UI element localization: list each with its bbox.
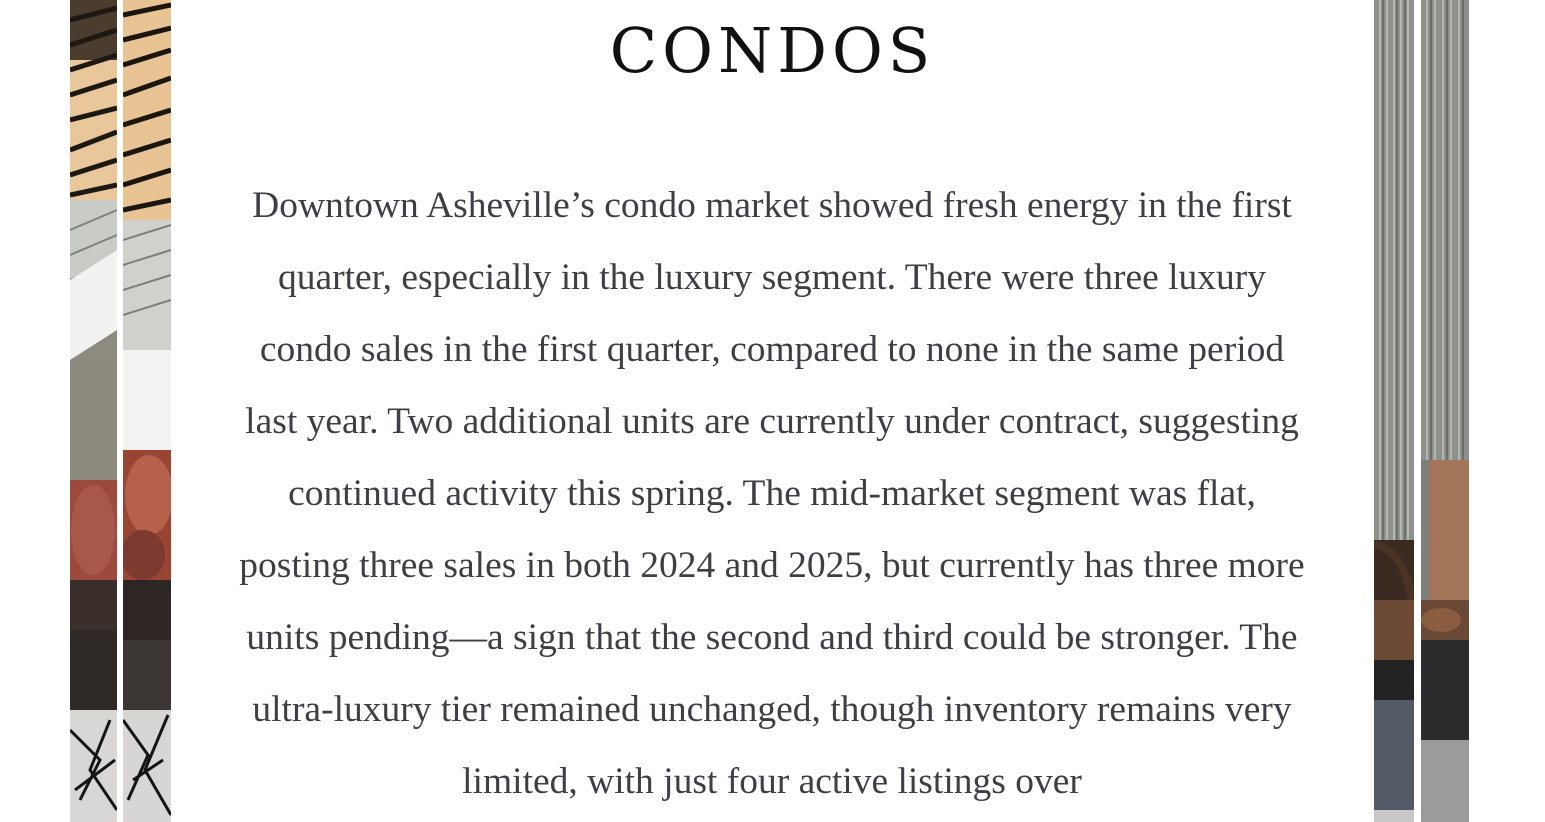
section-heading: CONDOS	[609, 14, 936, 87]
interior-photo-strip-left-2	[123, 0, 171, 822]
interior-photo-left-1	[70, 0, 117, 822]
section-paragraph: Downtown Asheville’s condo market showed fresh energy in the first quarter, especially in the luxury segment. There were three luxury condo sales in the first quarter, compared to none in the same period last year. Two additional units are currently under contract, suggesting continued activity this spring. The mid-market segment was flat, posting three sales in both 2024 and 2025, but currently has three more units pending—a sign that the second and third could be stronger. The ultra-luxury tier remained unchanged, though inventory remains very limited, with just four active listings over	[239, 185, 1305, 802]
interior-photo-strip-right-2	[1421, 0, 1469, 822]
interior-photo-strip-right-1	[1374, 0, 1414, 822]
interior-photo-left-2	[123, 0, 171, 822]
interior-photo-strip-left-1	[70, 0, 117, 822]
interior-photo-right-2	[1421, 0, 1469, 822]
interior-photo-right-1	[1374, 0, 1414, 822]
